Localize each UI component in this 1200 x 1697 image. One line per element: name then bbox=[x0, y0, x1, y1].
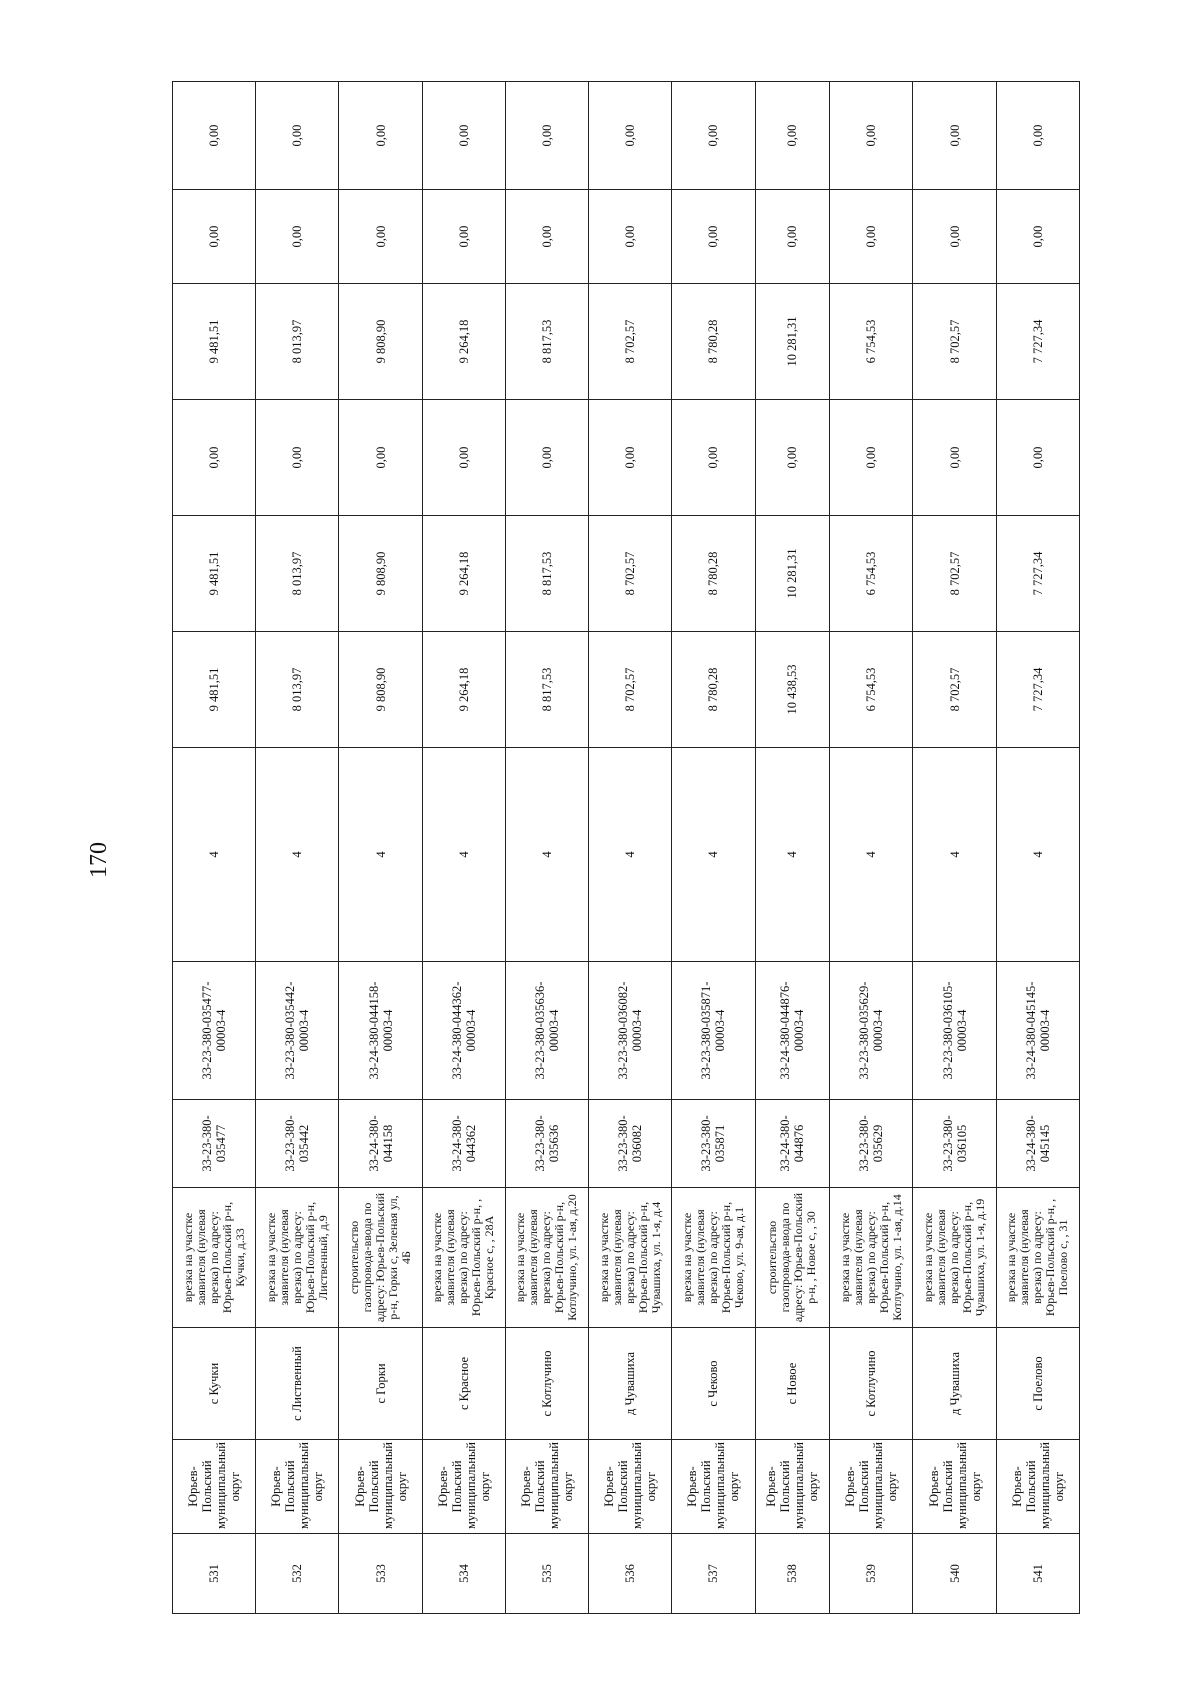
cad-code-cell: 33-24-380-044158 bbox=[339, 1100, 422, 1188]
value-3-cell: 0,00 bbox=[339, 400, 422, 516]
district-cell: Юрьев-Польский муниципальный округ bbox=[913, 1440, 996, 1534]
description-cell: строительство газопровода-ввода по адресу: Юрьев-Польский р-н, Горки с, Зеленая ул, 4Б bbox=[339, 1188, 422, 1328]
cad-code-cell: 33-24-380-044876 bbox=[755, 1100, 830, 1188]
value-3-cell: 0,00 bbox=[256, 400, 339, 516]
value-2-cell: 10 281,31 bbox=[755, 516, 830, 632]
contract-code-cell: 33-23-380-035442-00003-4 bbox=[256, 962, 339, 1100]
value-4-cell: 8 780,28 bbox=[672, 284, 755, 400]
category-cell: 4 bbox=[505, 748, 588, 962]
value-3-cell: 0,00 bbox=[672, 400, 755, 516]
value-4-cell: 9 264,18 bbox=[422, 284, 505, 400]
category-cell: 4 bbox=[830, 748, 913, 962]
locality-cell: с Котлучино bbox=[830, 1328, 913, 1440]
locality-cell: д Чувашиха bbox=[913, 1328, 996, 1440]
cad-code-cell: 33-23-380-035629 bbox=[830, 1100, 913, 1188]
value-6-cell: 0,00 bbox=[830, 82, 913, 190]
description-cell: врезка на участке заявителя (нулевая врезка) по адресу: Юрьев-Польский р-н, Кучки, д.33 bbox=[173, 1188, 256, 1328]
description-cell: врезка на участке заявителя (нулевая врезка) по адресу: Юрьев-Польский р-н, Чеково, ул. 9-ая, д.1 bbox=[672, 1188, 755, 1328]
contract-code-cell: 33-23-380-036082-00003-4 bbox=[589, 962, 672, 1100]
locality-cell: с Чеково bbox=[672, 1328, 755, 1440]
locality-cell: с Горки bbox=[339, 1328, 422, 1440]
category-cell: 4 bbox=[256, 748, 339, 962]
cad-code-cell: 33-23-380-036082 bbox=[589, 1100, 672, 1188]
table-row bbox=[339, 82, 422, 1614]
value-6-cell: 0,00 bbox=[173, 82, 256, 190]
value-4-cell: 7 727,34 bbox=[996, 284, 1079, 400]
locality-cell: с Поелово bbox=[996, 1328, 1079, 1440]
value-6-cell: 0,00 bbox=[755, 82, 830, 190]
contract-code-cell: 33-23-380-035636-00003-4 bbox=[505, 962, 588, 1100]
value-6-cell: 0,00 bbox=[422, 82, 505, 190]
value-5-cell: 0,00 bbox=[913, 190, 996, 284]
value-3-cell: 0,00 bbox=[996, 400, 1079, 516]
value-5-cell: 0,00 bbox=[996, 190, 1079, 284]
row-number-cell: 531 bbox=[173, 1534, 256, 1614]
table-row bbox=[830, 82, 913, 1614]
value-6-cell: 0,00 bbox=[339, 82, 422, 190]
table-row bbox=[422, 82, 505, 1614]
table-row bbox=[913, 82, 996, 1614]
district-cell: Юрьев-Польский муниципальный округ bbox=[589, 1440, 672, 1534]
contract-code-cell: 33-24-380-045145-00003-4 bbox=[996, 962, 1079, 1100]
description-cell: врезка на участке заявителя (нулевая врезка) по адресу: Юрьев-Польский р-н, Котлучино, ул. 1-ая, д.20 bbox=[505, 1188, 588, 1328]
value-6-cell: 0,00 bbox=[913, 82, 996, 190]
cad-code-cell: 33-23-380-035636 bbox=[505, 1100, 588, 1188]
contract-code-cell: 33-23-380-035629-00003-4 bbox=[830, 962, 913, 1100]
category-cell: 4 bbox=[672, 748, 755, 962]
value-6-cell: 0,00 bbox=[256, 82, 339, 190]
contract-code-cell: 33-23-380-036105-00003-4 bbox=[913, 962, 996, 1100]
table-row bbox=[755, 82, 830, 1614]
value-4-cell: 6 754,53 bbox=[830, 284, 913, 400]
value-5-cell: 0,00 bbox=[339, 190, 422, 284]
value-1-cell: 10 438,53 bbox=[755, 632, 830, 748]
table-row bbox=[505, 82, 588, 1614]
value-5-cell: 0,00 bbox=[505, 190, 588, 284]
table-body bbox=[173, 82, 1080, 1614]
rotated-table-wrapper bbox=[172, 82, 1080, 1614]
value-5-cell: 0,00 bbox=[830, 190, 913, 284]
data-table bbox=[172, 81, 1080, 1614]
cad-code-cell: 33-24-380-045145 bbox=[996, 1100, 1079, 1188]
value-3-cell: 0,00 bbox=[913, 400, 996, 516]
locality-cell: д Чувашиха bbox=[589, 1328, 672, 1440]
value-2-cell: 8 702,57 bbox=[913, 516, 996, 632]
value-5-cell: 0,00 bbox=[173, 190, 256, 284]
rotated-table-sheet bbox=[172, 82, 1080, 1614]
locality-cell: с Красное bbox=[422, 1328, 505, 1440]
value-5-cell: 0,00 bbox=[672, 190, 755, 284]
value-1-cell: 8 702,57 bbox=[913, 632, 996, 748]
value-1-cell: 9 481,51 bbox=[173, 632, 256, 748]
value-4-cell: 9 481,51 bbox=[173, 284, 256, 400]
value-6-cell: 0,00 bbox=[589, 82, 672, 190]
category-cell: 4 bbox=[755, 748, 830, 962]
locality-cell: с Котлучино bbox=[505, 1328, 588, 1440]
value-1-cell: 8 702,57 bbox=[589, 632, 672, 748]
value-4-cell: 8 702,57 bbox=[589, 284, 672, 400]
value-6-cell: 0,00 bbox=[505, 82, 588, 190]
district-cell: Юрьев-Польский муниципальный округ bbox=[672, 1440, 755, 1534]
category-cell: 4 bbox=[339, 748, 422, 962]
district-cell: Юрьев-Польский муниципальный округ bbox=[422, 1440, 505, 1534]
category-cell: 4 bbox=[173, 748, 256, 962]
description-cell: врезка на участке заявителя (нулевая врезка) по адресу: Юрьев-Польский р-н, , Поелово с, , 31 bbox=[996, 1188, 1079, 1328]
table-row bbox=[589, 82, 672, 1614]
value-5-cell: 0,00 bbox=[422, 190, 505, 284]
row-number-cell: 533 bbox=[339, 1534, 422, 1614]
contract-code-cell: 33-24-380-044876-00003-4 bbox=[755, 962, 830, 1100]
description-cell: врезка на участке заявителя (нулевая врезка) по адресу: Юрьев-Польский р-н, Чувашиха, ул. 1-я, д.4 bbox=[589, 1188, 672, 1328]
value-5-cell: 0,00 bbox=[589, 190, 672, 284]
contract-code-cell: 33-24-380-044362-00003-4 bbox=[422, 962, 505, 1100]
value-5-cell: 0,00 bbox=[755, 190, 830, 284]
value-2-cell: 8 817,53 bbox=[505, 516, 588, 632]
cad-code-cell: 33-23-380-035871 bbox=[672, 1100, 755, 1188]
value-1-cell: 9 264,18 bbox=[422, 632, 505, 748]
value-2-cell: 8 013,97 bbox=[256, 516, 339, 632]
value-3-cell: 0,00 bbox=[830, 400, 913, 516]
table-row bbox=[996, 82, 1079, 1614]
row-number-cell: 539 bbox=[830, 1534, 913, 1614]
district-cell: Юрьев-Польский муниципальный округ bbox=[830, 1440, 913, 1534]
value-4-cell: 9 808,90 bbox=[339, 284, 422, 400]
row-number-cell: 536 bbox=[589, 1534, 672, 1614]
value-4-cell: 8 702,57 bbox=[913, 284, 996, 400]
value-1-cell: 7 727,34 bbox=[996, 632, 1079, 748]
value-2-cell: 8 702,57 bbox=[589, 516, 672, 632]
district-cell: Юрьев-Польский муниципальный округ bbox=[505, 1440, 588, 1534]
value-6-cell: 0,00 bbox=[672, 82, 755, 190]
district-cell: Юрьев-Польский муниципальный округ bbox=[755, 1440, 830, 1534]
value-4-cell: 8 817,53 bbox=[505, 284, 588, 400]
category-cell: 4 bbox=[422, 748, 505, 962]
cad-code-cell: 33-23-380-035442 bbox=[256, 1100, 339, 1188]
locality-cell: с Лиственный bbox=[256, 1328, 339, 1440]
value-4-cell: 10 281,31 bbox=[755, 284, 830, 400]
page-number: 170 bbox=[86, 842, 112, 878]
value-6-cell: 0,00 bbox=[996, 82, 1079, 190]
value-2-cell: 6 754,53 bbox=[830, 516, 913, 632]
value-3-cell: 0,00 bbox=[755, 400, 830, 516]
value-2-cell: 9 808,90 bbox=[339, 516, 422, 632]
district-cell: Юрьев-Польский муниципальный округ bbox=[256, 1440, 339, 1534]
table-row bbox=[173, 82, 256, 1614]
category-cell: 4 bbox=[996, 748, 1079, 962]
contract-code-cell: 33-24-380-044158-00003-4 bbox=[339, 962, 422, 1100]
value-3-cell: 0,00 bbox=[173, 400, 256, 516]
value-2-cell: 8 780,28 bbox=[672, 516, 755, 632]
value-1-cell: 8 817,53 bbox=[505, 632, 588, 748]
description-cell: врезка на участке заявителя (нулевая врезка) по адресу: Юрьев-Польский р-н, Котлучино, ул. 1-ая, д.14 bbox=[830, 1188, 913, 1328]
cad-code-cell: 33-24-380-044362 bbox=[422, 1100, 505, 1188]
row-number-cell: 532 bbox=[256, 1534, 339, 1614]
description-cell: врезка на участке заявителя (нулевая врезка) по адресу: Юрьев-Польский р-н, Чувашиха, ул. 1-я, д.19 bbox=[913, 1188, 996, 1328]
value-2-cell: 9 264,18 bbox=[422, 516, 505, 632]
locality-cell: с Новое bbox=[755, 1328, 830, 1440]
value-3-cell: 0,00 bbox=[505, 400, 588, 516]
row-number-cell: 535 bbox=[505, 1534, 588, 1614]
value-1-cell: 6 754,53 bbox=[830, 632, 913, 748]
description-cell: врезка на участке заявителя (нулевая врезка) по адресу: Юрьев-Польский р-н, , Красное с, , 28А bbox=[422, 1188, 505, 1328]
contract-code-cell: 33-23-380-035871-00003-4 bbox=[672, 962, 755, 1100]
table-row bbox=[672, 82, 755, 1614]
contract-code-cell: 33-23-380-035477-00003-4 bbox=[173, 962, 256, 1100]
description-cell: строительство газопровода-ввода по адресу: Юрьев-Польский р-н, , Новое с, , 30 bbox=[755, 1188, 830, 1328]
value-3-cell: 0,00 bbox=[589, 400, 672, 516]
table-row bbox=[256, 82, 339, 1614]
category-cell: 4 bbox=[913, 748, 996, 962]
value-3-cell: 0,00 bbox=[422, 400, 505, 516]
district-cell: Юрьев-Польский муниципальный округ bbox=[996, 1440, 1079, 1534]
category-cell: 4 bbox=[589, 748, 672, 962]
row-number-cell: 541 bbox=[996, 1534, 1079, 1614]
cad-code-cell: 33-23-380-035477 bbox=[173, 1100, 256, 1188]
district-cell: Юрьев-Польский муниципальный округ bbox=[339, 1440, 422, 1534]
value-1-cell: 8 013,97 bbox=[256, 632, 339, 748]
value-1-cell: 8 780,28 bbox=[672, 632, 755, 748]
value-2-cell: 9 481,51 bbox=[173, 516, 256, 632]
district-cell: Юрьев-Польский муниципальный округ bbox=[173, 1440, 256, 1534]
row-number-cell: 538 bbox=[755, 1534, 830, 1614]
cad-code-cell: 33-23-380-036105 bbox=[913, 1100, 996, 1188]
row-number-cell: 537 bbox=[672, 1534, 755, 1614]
value-1-cell: 9 808,90 bbox=[339, 632, 422, 748]
value-5-cell: 0,00 bbox=[256, 190, 339, 284]
value-2-cell: 7 727,34 bbox=[996, 516, 1079, 632]
value-4-cell: 8 013,97 bbox=[256, 284, 339, 400]
locality-cell: с Кучки bbox=[173, 1328, 256, 1440]
row-number-cell: 534 bbox=[422, 1534, 505, 1614]
row-number-cell: 540 bbox=[913, 1534, 996, 1614]
description-cell: врезка на участке заявителя (нулевая врезка) по адресу: Юрьев-Польский р-н, Лиственный, д.9 bbox=[256, 1188, 339, 1328]
